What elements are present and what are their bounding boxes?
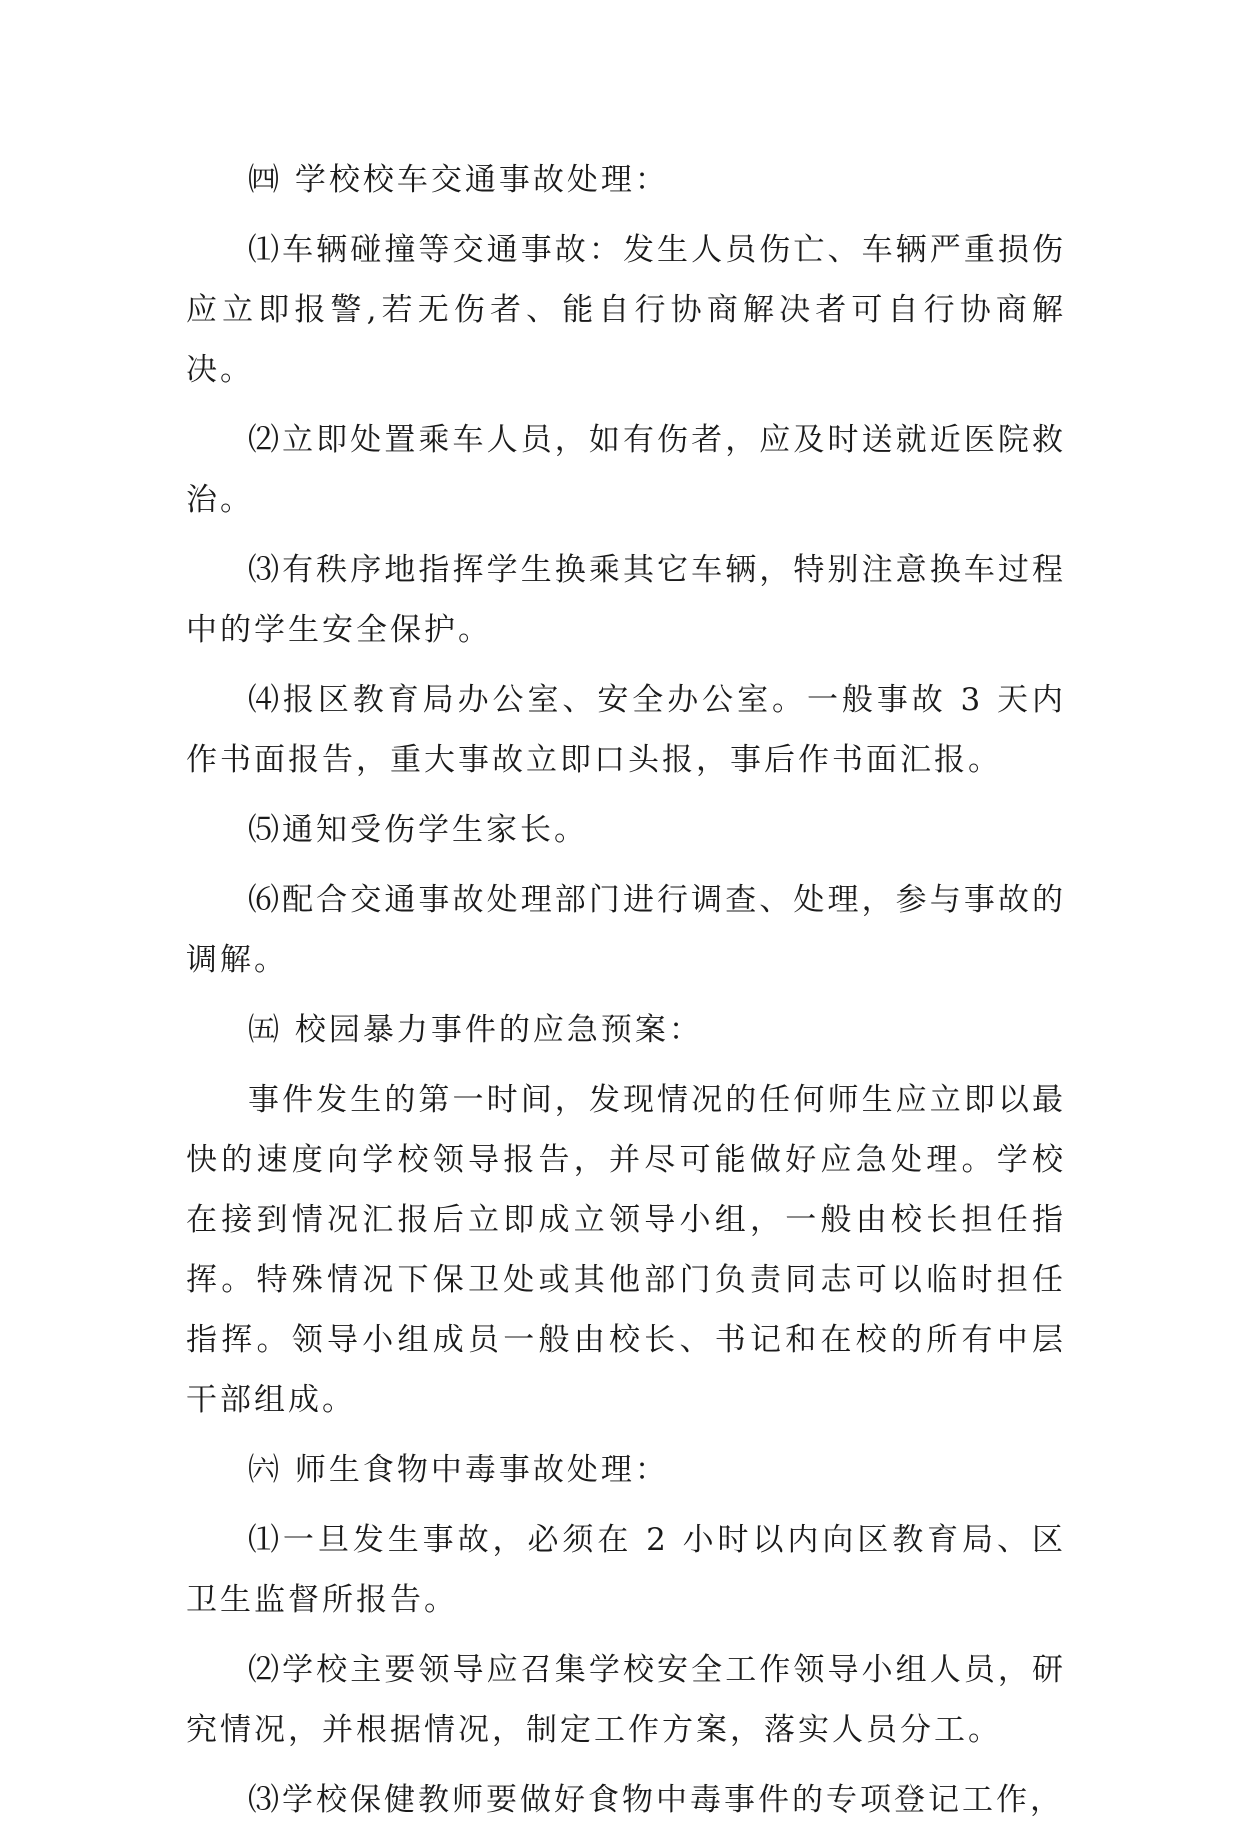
paragraph: ⑵立即处置乘车人员，如有伤者，应及时送就近医院救治。	[186, 422, 1066, 518]
section-heading-food-poisoning: ㈥ 师生食物中毒事故处理：	[248, 1452, 669, 1488]
paragraph: 事件发生的第一时间，发现情况的任何师生应立即以最快的速度向学校领导报告，并尽可能做好应急处理。学校在接到情况汇报后立即成立领导小组，一般由校长担任指挥。特殊情况下保卫处或其他部门负责同志可以临时担任指挥。领导小组成员一般由校长、书记和在校的所有中层干部组成。	[186, 1082, 1066, 1418]
paragraph: ⑹配合交通事故处理部门进行调查、处理，参与事故的调解。	[186, 882, 1066, 978]
paragraph: ⑶有秩序地指挥学生换乘其它车辆，特别注意换车过程中的学生安全保护。	[186, 552, 1066, 648]
section-heading-campus-violence: ㈤ 校园暴力事件的应急预案：	[248, 1012, 703, 1048]
paragraph: ⑵学校主要领导应召集学校安全工作领导小组人员，研究情况，并根据情况，制定工作方案，落实人员分工。	[186, 1652, 1066, 1748]
paragraph: ⑶学校保健教师要做好食物中毒事件的专项登记工作，	[248, 1782, 1064, 1818]
paragraph: ⑴车辆碰撞等交通事故：发生人员伤亡、车辆严重损伤应立即报警,若无伤者、能自行协商解决者可自行协商解决。	[186, 232, 1066, 388]
paragraph: ⑸通知受伤学生家长。	[248, 812, 588, 848]
section-heading-school-bus: ㈣ 学校校车交通事故处理：	[248, 162, 669, 198]
paragraph: ⑴一旦发生事故，必须在 2 小时以内向区教育局、区卫生监督所报告。	[186, 1522, 1066, 1618]
document-page	[186, 150, 1066, 1830]
paragraph: ⑷报区教育局办公室、安全办公室。一般事故 3 天内作书面报告，重大事故立即口头报，事后作书面汇报。	[186, 682, 1066, 778]
